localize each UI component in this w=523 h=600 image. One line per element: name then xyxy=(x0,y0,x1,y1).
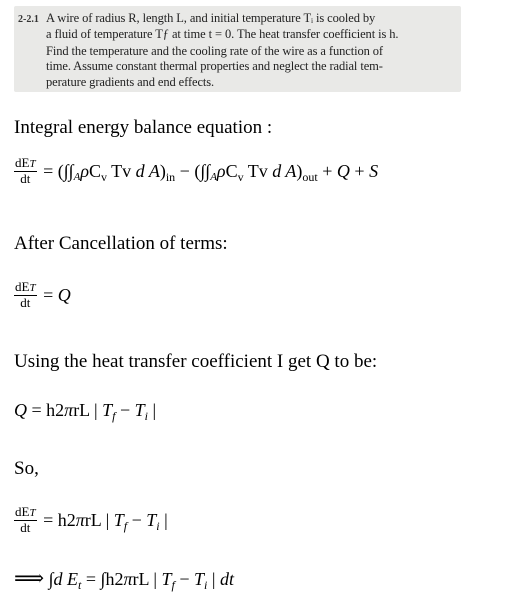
after-cancellation-text: After Cancellation of terms: xyxy=(14,233,228,254)
problem-line-2: a fluid of temperature Tƒ at time t = 0. The heat transfer coefficient is h. xyxy=(46,27,399,41)
dEt-dt-fraction: $\frac{\text{dET}}{dt}$ xyxy=(15,504,36,535)
integral-heading: Integral energy balance equation : xyxy=(14,117,273,138)
problem-statement xyxy=(14,6,461,92)
dEt-dt-fraction: $\frac{\text{dET}}{dt}$ xyxy=(15,279,36,310)
reduced-balance-equation: $\frac{\text{dET}}{dt}$ = Q xyxy=(15,279,71,310)
result-equation: $\frac{\text{dET}}{dt}$ = h2πrL | $T_f - T_i$ | xyxy=(15,504,168,535)
problem-line-4: time. Assume constant thermal properties and neglect the radial tem- xyxy=(46,59,383,73)
problem-line-3: Find the temperature and the cooling rate of the wire as a function of xyxy=(46,44,383,58)
problem-number: 2-2.1 xyxy=(18,14,39,25)
problem-line-1: A wire of radius R, length L, and initial temperature Tᵢ is cooled by xyxy=(46,11,376,25)
q-equation: Q = h2πrL | $T_f - T_i$ | xyxy=(14,400,157,423)
dEt-dt-fraction: $\frac{\text{dET}}{dt}$ xyxy=(15,155,36,186)
energy-balance-equation: $\frac{\text{dET}}{dt}$ = (∫∫AρC$_v$ Tv d $A)_{in} - (\int\int A\rho C_v$ Tv d $A)_{out} + Q + S$ xyxy=(15,155,379,186)
problem-line-5: perature gradients and end effects. xyxy=(46,75,215,89)
integrated-equation: ⟹ ∫d $E_t = \int h2\pi rL$ | $T_f - T_i$ | dt xyxy=(14,566,234,592)
heat-transfer-text: Using the heat transfer coefficient I get Q to be: xyxy=(14,351,378,372)
so-text: So, xyxy=(14,458,39,479)
